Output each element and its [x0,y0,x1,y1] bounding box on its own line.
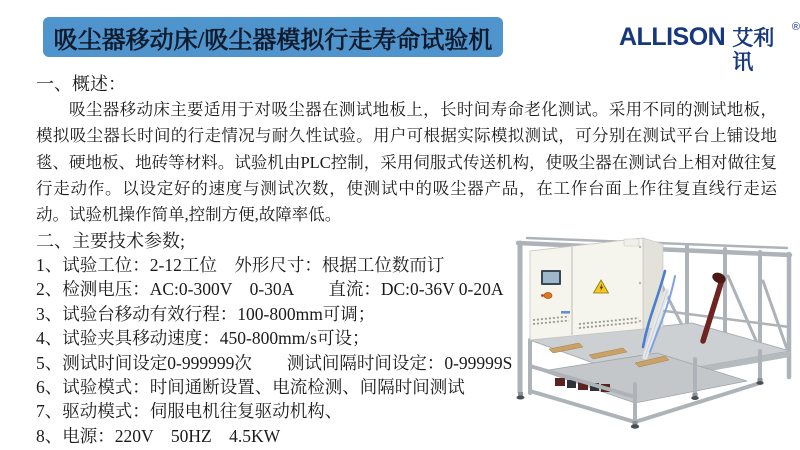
overview-paragraph: 吸尘器移动床主要适用于对吸尘器在测试地板上，长时间寿命老化测试。采用不同的测试地板，模拟吸尘器长时间的行走情况与耐久性试验。用户可根据实际模拟测试，可分别在测试平台上铺设地毯、硬地板、地砖等材料。试验机由PLC控制，采用伺服式传送机构，使吸尘器在测试台上相对做往复行走动作。以设定好的速度与测试次数，使测试中的吸尘器产品，在工作台面上作往复直线行走运动。试验机操作简单,控制方便,故障率低。 [36,100,777,225]
spec-item-cycles: 5、测试时间设定0-999999次 测试间隔时间设定：0-99999S [36,352,513,373]
spec-item-stations: 1、试验工位：2-12工位 外形尺寸：根据工位数而订 [36,255,445,275]
logo-brand-cn-text: 艾利讯 [732,27,775,74]
cabinet-screen [541,270,561,285]
spec-list [36,253,513,448]
machine-photo [497,231,800,450]
spec-item-power: 8、电源：220V 50HZ 4.5KW [36,425,281,446]
spec-item-voltage: 2、检测电压：AC:0-300V 0-30A 直流：DC:0-36V 0-20A [36,279,504,300]
spec-item-drive-mode: 7、驱动模式：伺服电机往复驱动机构、 [36,401,343,422]
machine-deck [530,323,790,422]
spec-item-test-modes: 6、试验模式：时间通断设置、电流检测、间隔时间测试 [36,377,465,398]
machine-foot [756,378,763,385]
overview-heading: 一、概述： [36,74,126,94]
spec-item-stroke: 3、试验台移动有效行程：100-800mm可调； [36,303,376,324]
specs-heading: 二、主要技术参数; [36,231,186,251]
machine-foot [691,393,699,400]
page-title: 吸尘器移动床/吸尘器模拟行走寿命试验机 [53,27,493,54]
junction-box [624,239,639,246]
machine-foot [517,392,525,400]
logo-brand-text: ALLISON [619,23,726,51]
registered-trademark-icon: ® [791,21,800,33]
cabinet-label [561,311,570,314]
spec-item-speed: 4、试验夹具移动速度：450-800mm/s可设； [36,328,370,349]
